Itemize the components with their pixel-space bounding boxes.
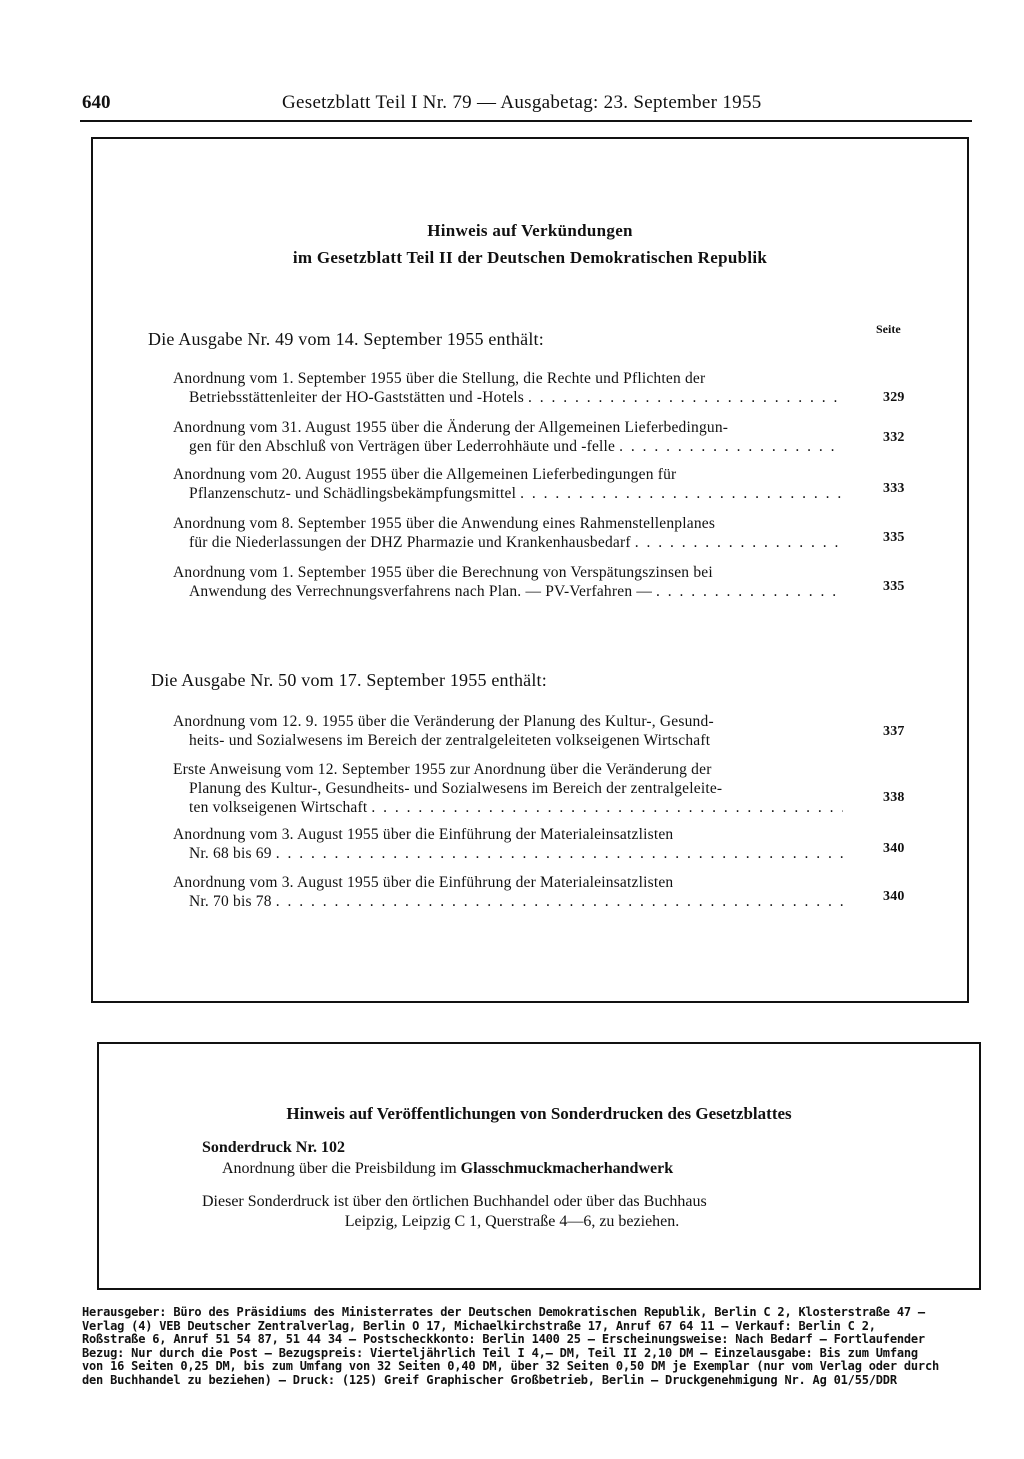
imprint-line: Roßstraße 6, Anruf 51 54 87, 51 44 34 — Postscheckkonto: Berlin 1400 25 — Erscheinungsweise: Nach Bedarf — Fortlaufender [82, 1333, 925, 1346]
note-line1: Dieser Sonderdruck ist über den örtlichen Buchhandel oder über das Buchhaus [202, 1193, 707, 1210]
imprint-line: Herausgeber: Büro des Präsidiums des Ministerrates der Deutschen Demokratischen Republik, Berlin C 2, Klosterstraße 47 — [82, 1306, 925, 1319]
notice-title-line2: im Gesetzblatt Teil II der Deutschen Demokratischen Republik [292, 248, 768, 267]
special-prints-title: Hinweis auf Veröffentlichungen von Sonderdrucken des Gesetzblattes [286, 1104, 792, 1123]
leader-dots [371, 798, 843, 817]
note-line2: Leipzig, Leipzig C 1, Querstraße 4—6, zu beziehen. [344, 1213, 680, 1230]
order-text: Anordnung über die Preisbildung im [222, 1160, 457, 1177]
entry-text-line2: Nr. 68 bis 69 [189, 845, 272, 862]
entry-text-line1: Anordnung vom 20. August 1955 über die Allgemeinen Lieferbedingungen für [173, 466, 677, 483]
list-item [173, 514, 905, 552]
entry-text-line2: für die Niederlassungen der DHZ Pharmazie und Krankenhausbedarf [189, 534, 631, 551]
entry-text-line1: Anordnung vom 1. September 1955 über die Stellung, die Rechte und Pflichten der [173, 370, 706, 387]
issue-50-heading: Die Ausgabe Nr. 50 vom 17. September 1955 enthält: [151, 670, 547, 690]
imprint-line: Bezug: Nur durch die Post — Bezugspreis: Vierteljährlich Teil I 4,— DM, Teil II 2,10 DM — Einzelausgabe: Bis zum Umfang [82, 1346, 918, 1360]
leader-dots [635, 533, 843, 552]
header-title: Gesetzblatt Teil I Nr. 79 — Ausgabetag: 23. September 1955 [282, 92, 762, 113]
order-trade: Glasschmuckmacherhandwerk [460, 1160, 674, 1177]
leader-dots [276, 844, 843, 863]
entry-page: 340 [883, 841, 905, 856]
entry-text-line3: ten volkseigenen Wirtschaft [189, 799, 368, 816]
notice-box-promulgations [91, 137, 969, 1003]
entry-text-line2: heits- und Sozialwesens im Bereich der zentralgeleiteten volkseigenen Wirtschaft [189, 732, 711, 749]
entry-page: 337 [883, 724, 905, 739]
entry-text-line1: Anordnung vom 12. 9. 1955 über die Veränderung der Planung des Kultur-, Gesund- [173, 713, 714, 730]
entry-text-line1: Anordnung vom 3. August 1955 über die Einführung der Materialeinsatzlisten [173, 874, 674, 891]
issue-49-heading: Die Ausgabe Nr. 49 vom 14. September 1955 enthält: [148, 329, 544, 349]
list-item [173, 873, 905, 911]
list-item [173, 760, 905, 817]
entry-text-line2: Nr. 70 bis 78 [189, 893, 272, 910]
imprint-line: von 16 Seiten 0,25 DM, bis zum Umfang von 32 Seiten 0,40 DM, über 32 Seiten 0,50 DM je Exemplar (nur vom Verlag oder durch [82, 1360, 940, 1373]
list-item [173, 418, 905, 456]
leader-dots [276, 892, 843, 911]
page-number: 640 [82, 92, 111, 113]
list-item [173, 825, 905, 863]
header-rule [80, 120, 972, 122]
imprint-line: Verlag (4) VEB Deutscher Zentralverlag, Berlin O 17, Michaelkirchstraße 17, Anruf 67 64 11 — Verkauf: Berlin C 2, [82, 1319, 876, 1333]
list-item [173, 563, 905, 601]
special-print-number: Sonderdruck Nr. 102 [202, 1139, 345, 1156]
entry-text-line2: gen für den Abschluß von Verträgen über Lederrohhäute und -felle [189, 438, 616, 455]
entry-text-line1: Anordnung vom 3. August 1955 über die Einführung der Materialeinsatzlisten [173, 826, 674, 843]
notice-title-line1: Hinweis auf Verkündungen [427, 221, 633, 240]
leader-dots [656, 582, 843, 601]
leader-dots [619, 437, 843, 456]
special-print-note [202, 1192, 822, 1232]
entry-page: 332 [883, 430, 905, 445]
imprint-line: den Buchhandel zu beziehen) — Druck: (125) Greif Graphischer Großbetrieb, Berlin — Druckgenehmigung Nr. Ag 01/55/DDR [82, 1373, 897, 1387]
entry-text-line1: Anordnung vom 1. September 1955 über die Berechnung von Verspätungszinsen bei [173, 564, 713, 581]
entry-page: 335 [883, 579, 905, 594]
list-item [173, 369, 905, 407]
entry-page: 333 [883, 481, 905, 496]
list-item [173, 712, 905, 750]
list-item [173, 465, 905, 503]
entry-text-line2: Pflanzenschutz- und Schädlingsbekämpfungsmittel [189, 485, 517, 502]
page-column-label: Seite [876, 322, 901, 336]
entry-text-line2: Anwendung des Verrechnungsverfahrens nach Plan. — PV-Verfahren — [189, 583, 653, 600]
leader-dots [528, 388, 843, 407]
entry-page: 338 [883, 790, 905, 805]
entry-text-line2: Betriebsstättenleiter der HO-Gaststätten und -Hotels [189, 389, 524, 406]
entry-page: 329 [883, 390, 905, 405]
entry-text-line1: Anordnung vom 8. September 1955 über die Anwendung eines Rahmenstellenplanes [173, 515, 716, 532]
page-header [82, 92, 972, 118]
entry-text-line1: Erste Anweisung vom 12. September 1955 zur Anordnung über die Veränderung der [173, 761, 712, 778]
entry-text-line2: Planung des Kultur-, Gesundheits- und Sozialwesens im Bereich der zentralgeleite- [189, 780, 723, 797]
entry-page: 335 [883, 530, 905, 545]
notice-box-special-prints [97, 1042, 981, 1290]
entry-text-line1: Anordnung vom 31. August 1955 über die Änderung der Allgemeinen Lieferbedingun- [173, 419, 729, 436]
special-print-order [222, 1160, 673, 1178]
entry-page: 340 [883, 889, 905, 904]
publisher-imprint [82, 1306, 986, 1387]
leader-dots [520, 484, 843, 503]
